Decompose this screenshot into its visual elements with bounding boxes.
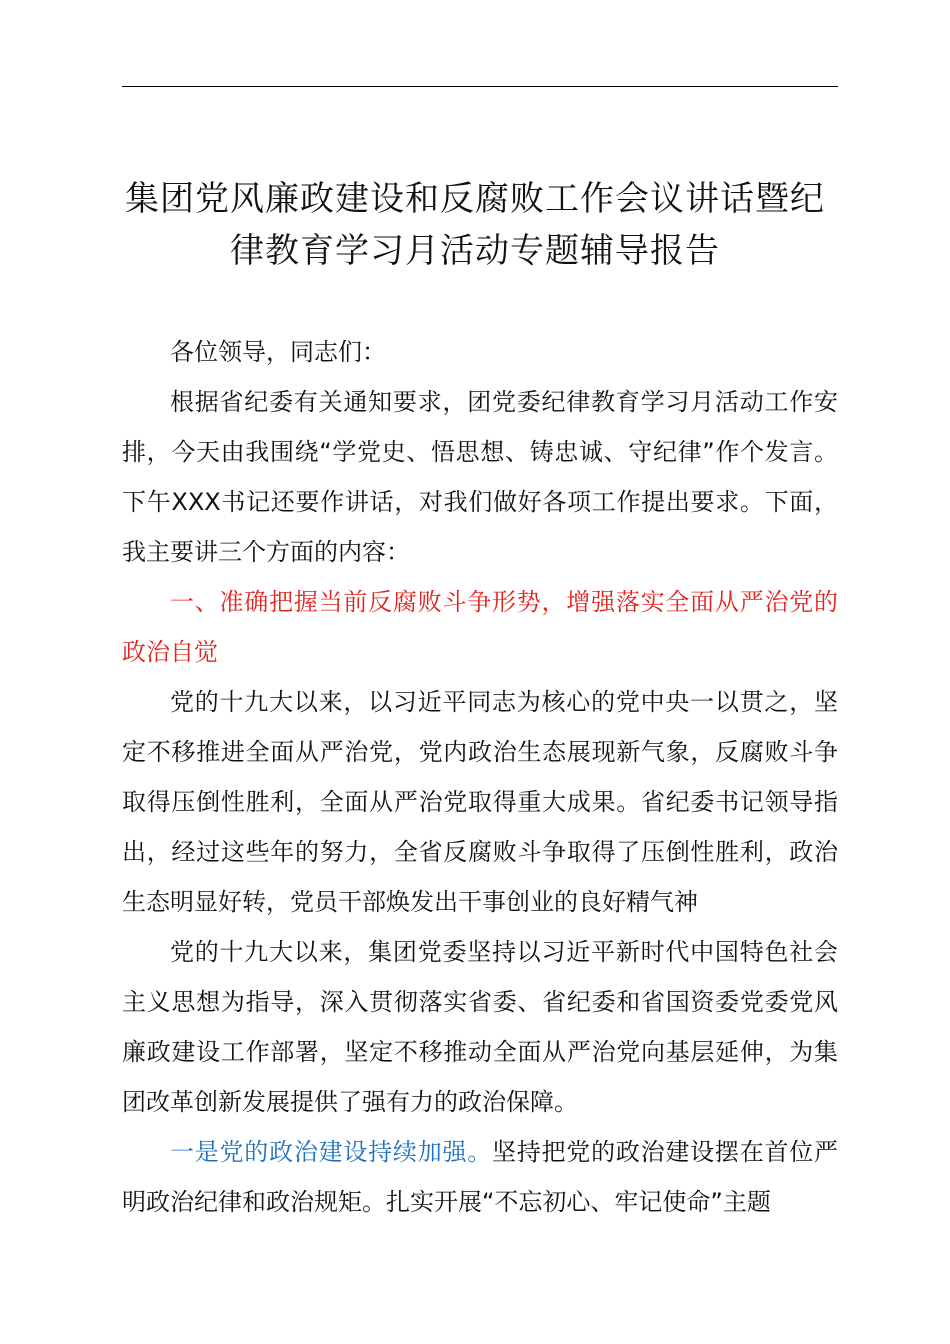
section-1-paragraph-1: 党的十九大以来，以习近平同志为核心的党中央一以贯之，坚定不移推进全面从严治党，党内政治生态展现新气象，反腐败斗争取得压倒性胜利，全面从严治党取得重大成果。省纪委书记领导指出，经过这些年的努力，全省反腐败斗争取得了压倒性胜利，政治生态明显好转，党员干部焕发出干事创业的良好精气神 — [122, 688, 838, 916]
point-heading-1: 一是党的政治建设持续加强。 — [170, 1138, 492, 1166]
title-line-2: 律教育学习月活动专题辅导报告 — [230, 231, 720, 271]
point-1-paragraph — [122, 1127, 838, 1227]
section-1-paragraph-2: 党的十九大以来，集团党委坚持以习近平新时代中国特色社会主义思想为指导，深入贯彻落实省委、省纪委和省国资委党委党风廉政建设工作部署，坚定不移推动全面从严治党向基层延伸，为集团改革创新发展提供了强有力的政治保障。 — [122, 938, 838, 1116]
title-line-1: 集团党风廉政建设和反腐败工作会议讲话暨纪 — [125, 179, 825, 219]
header-rule — [122, 86, 838, 87]
point-1-text: 坚持把党的政治建设摆在首位严明政治纪律和政治规矩。扎实开展“不忘初心、牢记使命”主题 — [122, 1138, 838, 1216]
salutation: 各位领导，同志们： — [170, 338, 386, 366]
intro-paragraph: 根据省纪委有关通知要求，团党委纪律教育学习月活动工作安排，今天由我围绕“学党史、悟思想、铸忠诚、守纪律”作个发言。下午XXX书记还要作讲话，对我们做好各项工作提出要求。下面，我主要讲三个方面的内容： — [122, 388, 838, 566]
document-title — [100, 173, 850, 277]
document-body — [122, 327, 838, 1227]
section-heading-1: 一、准确把握当前反腐败斗争形势，增强落实全面从严治党的政治自觉 — [122, 588, 838, 666]
